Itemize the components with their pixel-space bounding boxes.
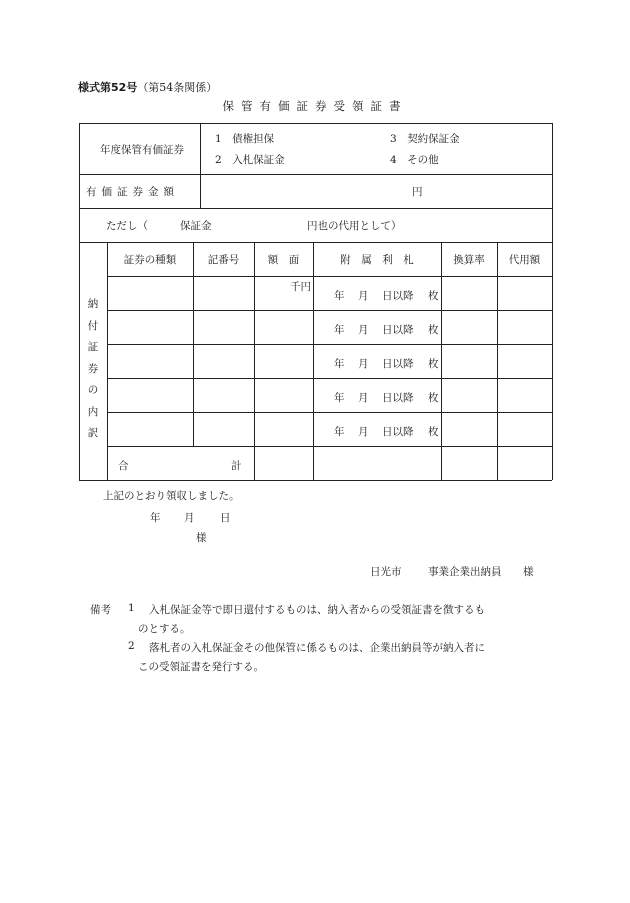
receipt-year: 年	[150, 512, 161, 524]
form-reference: （第54条関係）	[137, 81, 218, 94]
note-1-line2: のとする。	[138, 623, 191, 635]
receipt-month: 月	[184, 512, 195, 524]
total-label-right: 計	[231, 460, 242, 472]
header-coupons: 附 属 利 札	[340, 254, 414, 266]
issuer-city: 日光市	[370, 566, 402, 578]
securities-type-label: 年度保管有価証券	[100, 144, 184, 156]
issuer-honorific: 様	[523, 566, 534, 578]
header-face-value: 額 面	[267, 254, 300, 266]
yen-unit: 円	[412, 186, 423, 198]
proviso-prefix: ただし（	[106, 220, 148, 232]
receipt-day: 日	[220, 512, 231, 524]
proviso-suffix: 円也の代用として）	[307, 220, 402, 232]
option-3: 3 契約保証金	[390, 133, 460, 145]
securities-amount-label: 有価証券金額	[86, 186, 179, 198]
option-4: 4 その他	[390, 154, 439, 166]
header-substitute-amount: 代用額	[508, 254, 541, 266]
recipient-honorific: 様	[196, 532, 207, 544]
issuer-title: 事業企業出納員	[428, 566, 502, 578]
total-label-left: 合	[118, 460, 129, 472]
details-side-label: 納 付 証 券 の 内 訳	[87, 298, 99, 439]
option-2: 2 入札保証金	[215, 154, 285, 166]
note-2-line1: 落札者の入札保証金その他保管に係るものは、企業出納員等が納入者に	[149, 642, 485, 654]
form-number: 様式第52号	[78, 81, 138, 94]
note-2-number: 2	[128, 640, 135, 652]
note-2-line2: この受領証書を発行する。	[138, 661, 264, 673]
notes-label: 備考	[90, 604, 111, 616]
note-1-number: 1	[128, 602, 135, 614]
proviso-deposit: 保証金	[180, 220, 212, 232]
header-security-type: 証券の種類	[123, 254, 177, 266]
note-1-line1: 入札保証金等で即日還付するものは、納入者からの受領証書を徴するも	[149, 604, 485, 616]
form-number-label	[78, 79, 217, 95]
header-serial-number: 記番号	[207, 254, 240, 266]
document-title: 保管有価証券受領証書	[222, 99, 408, 113]
face-value-unit: 千円	[290, 281, 311, 293]
header-conversion-rate: 換算率	[453, 254, 485, 266]
option-1: 1 債権担保	[215, 133, 275, 145]
receipt-statement: 上記のとおり領収しました。	[103, 490, 240, 502]
